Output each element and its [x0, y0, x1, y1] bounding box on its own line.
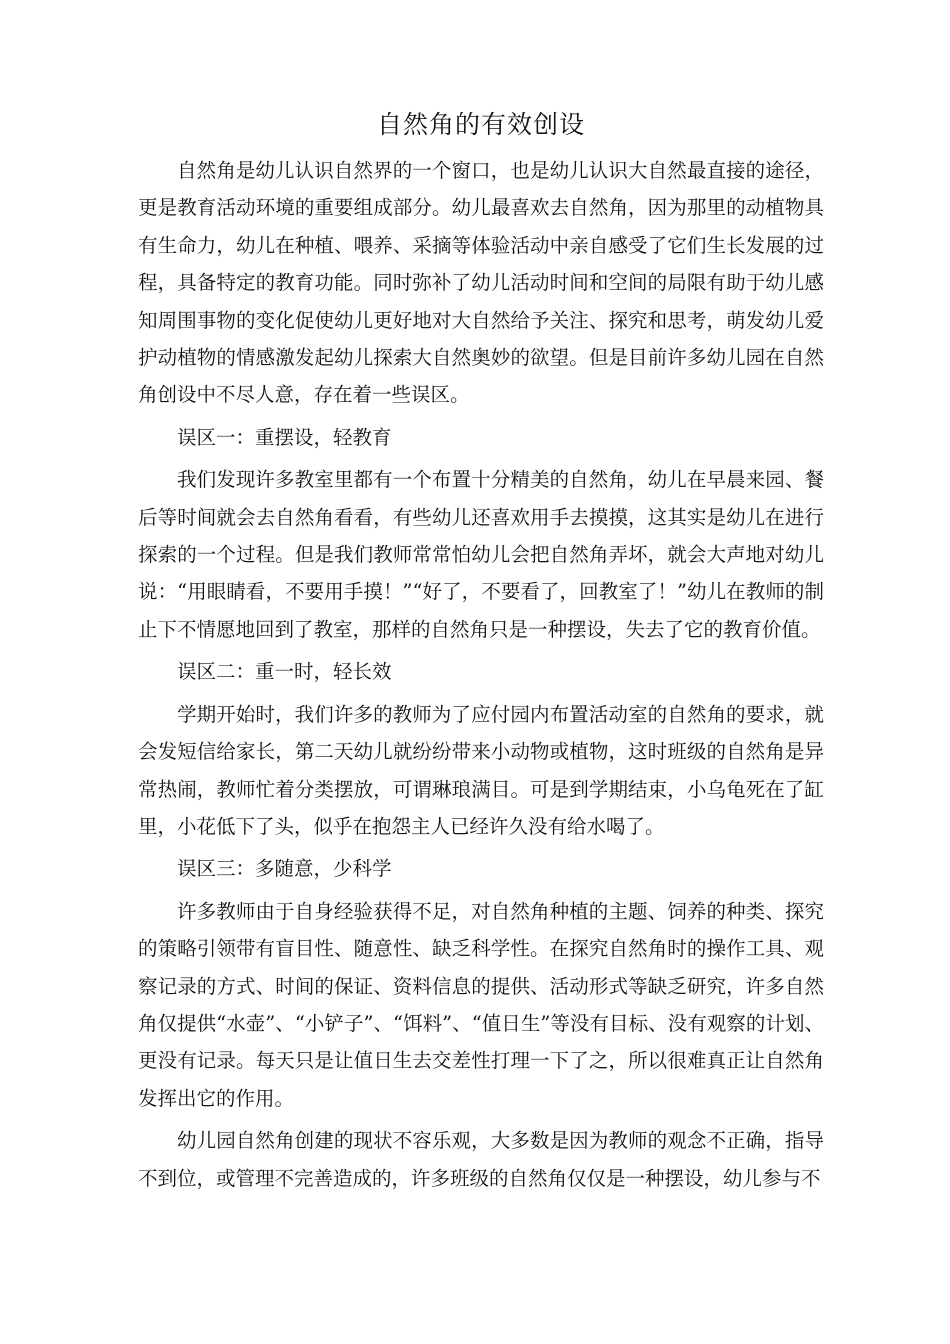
conclusion-paragraph: 幼儿园自然角创建的现状不容乐观，大多数是因为教师的观念不正确，指导不到位，或管理不完善造成的，许多班级的自然角仅仅是一种摆设，幼儿参与不 — [138, 1129, 824, 1190]
section-heading-3: 误区三：多随意，少科学 — [177, 857, 392, 881]
document-title: 自然角的有效创设 — [376, 110, 585, 139]
section-body-3: 许多教师由于自身经验获得不足，对自然角种植的主题、饲养的种类、探究的策略引领带有盲目性、随意性、缺乏科学性。在探究自然角时的操作工具、观察记录的方式、时间的保证、资料信息的提供、活动形式等缺乏研究，许多自然角仅提供“水壶”、“小铲子”、“饵料”、“值日生”等没有目标、没有观察的计划、更没有记录。每天只是让值日生去交差性打理一下了之，所以很难真正让自然角发挥出它的作用。 — [138, 899, 824, 1110]
document-page — [138, 100, 824, 1197]
section-heading-2: 误区二：重一时，轻长效 — [177, 660, 392, 684]
intro-paragraph: 自然角是幼儿认识自然界的一个窗口，也是幼儿认识大自然最直接的途径，更是教育活动环境的重要组成部分。幼儿最喜欢去自然角，因为那里的动植物具有生命力，幼儿在种植、喂养、采摘等体验活动中亲自感受了它们生长发展的过程，具备特定的教育功能。同时弥补了幼儿活动时间和空间的局限有助于幼儿感知周围事物的变化促使幼儿更好地对大自然给予关注、探究和思考，萌发幼儿爱护动植物的情感激发起幼儿探索大自然奥妙的欲望。但是目前许多幼儿园在自然角创设中不尽人意，存在着一些误区。 — [138, 159, 824, 407]
section-body-1: 我们发现许多教室里都有一个布置十分精美的自然角，幼儿在早晨来园、餐后等时间就会去自然角看看，有些幼儿还喜欢用手去摸摸，这其实是幼儿在进行探索的一个过程。但是我们教师常常怕幼儿会把自然角弄坏，就会大声地对幼儿说：“用眼睛看，不要用手摸！”“好了，不要看了，回教室了！”幼儿在教师的制止下不情愿地回到了教室，那样的自然角只是一种摆设，失去了它的教育价值。 — [138, 468, 824, 641]
section-heading-1: 误区一：重摆设，轻教育 — [177, 425, 392, 449]
section-body-2: 学期开始时，我们许多的教师为了应付园内布置活动室的自然角的要求，就会发短信给家长，第二天幼儿就纷纷带来小动物或植物，这时班级的自然角是异常热闹，教师忙着分类摆放，可谓琳琅满目。可是到学期结束，小乌龟死在了缸里，小花低下了头，似乎在抱怨主人已经许久没有给水喝了。 — [138, 702, 824, 838]
